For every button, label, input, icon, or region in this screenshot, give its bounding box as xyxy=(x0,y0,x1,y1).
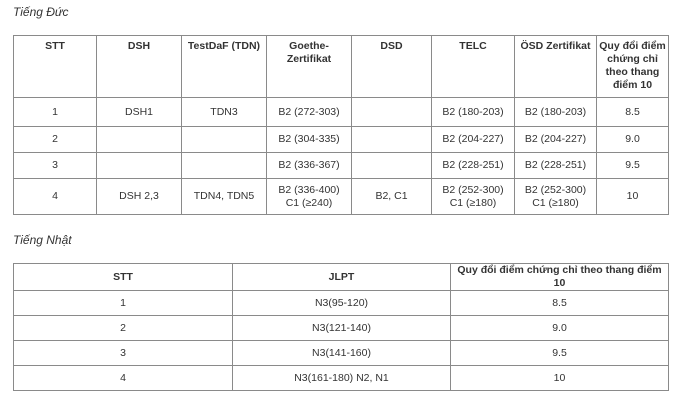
table-cell: 8.5 xyxy=(597,98,669,127)
header-jlpt: JLPT xyxy=(233,264,451,291)
header-goethe: Goethe- Zertifikat xyxy=(267,36,352,98)
table-row xyxy=(14,153,669,179)
table-cell: TDN3 xyxy=(182,98,267,127)
table-cell: 1 xyxy=(14,291,233,316)
japanese-header-row xyxy=(14,264,669,291)
table-cell: 10 xyxy=(451,366,669,391)
table-cell: B2 (180-203) xyxy=(432,98,515,127)
japanese-section-title: Tiếng Nhật xyxy=(13,233,72,247)
table-cell xyxy=(352,127,432,153)
table-cell: B2 (204-227) xyxy=(515,127,597,153)
header-score-conversion: Quy đổi điểm chứng chỉ theo thang điểm 10 xyxy=(451,264,669,291)
table-row xyxy=(14,98,669,127)
table-cell: TDN4, TDN5 xyxy=(182,179,267,215)
table-cell: B2, C1 xyxy=(352,179,432,215)
table-cell xyxy=(182,127,267,153)
table-cell: B2 (336-367) xyxy=(267,153,352,179)
table-cell: 9.0 xyxy=(451,316,669,341)
header-telc: TELC xyxy=(432,36,515,98)
table-cell: 4 xyxy=(14,179,97,215)
table-row xyxy=(14,341,669,366)
header-dsd: DSD xyxy=(352,36,432,98)
table-cell: B2 (252-300) C1 (≥180) xyxy=(432,179,515,215)
japanese-certificate-table xyxy=(13,263,669,391)
table-cell: 3 xyxy=(14,341,233,366)
header-osd: ÖSD Zertifikat xyxy=(515,36,597,98)
table-cell: N3(121-140) xyxy=(233,316,451,341)
table-cell xyxy=(352,153,432,179)
german-certificate-table xyxy=(13,35,669,215)
table-cell: 2 xyxy=(14,316,233,341)
table-row xyxy=(14,366,669,391)
table-cell: B2 (336-400) C1 (≥240) xyxy=(267,179,352,215)
table-cell: DSH1 xyxy=(97,98,182,127)
table-cell: N3(161-180) N2, N1 xyxy=(233,366,451,391)
table-cell: 8.5 xyxy=(451,291,669,316)
header-stt: STT xyxy=(14,264,233,291)
table-row xyxy=(14,291,669,316)
table-cell: N3(95-120) xyxy=(233,291,451,316)
table-cell: 1 xyxy=(14,98,97,127)
table-cell: 3 xyxy=(14,153,97,179)
table-cell: 9.0 xyxy=(597,127,669,153)
german-header-row xyxy=(14,36,669,98)
table-cell: 10 xyxy=(597,179,669,215)
table-cell: 4 xyxy=(14,366,233,391)
header-stt: STT xyxy=(14,36,97,98)
table-cell xyxy=(97,153,182,179)
table-cell: 9.5 xyxy=(597,153,669,179)
table-cell: B2 (304-335) xyxy=(267,127,352,153)
table-cell: 2 xyxy=(14,127,97,153)
table-cell: DSH 2,3 xyxy=(97,179,182,215)
table-cell xyxy=(352,98,432,127)
table-row xyxy=(14,316,669,341)
table-cell: N3(141-160) xyxy=(233,341,451,366)
header-testdaf: TestDaF (TDN) xyxy=(182,36,267,98)
table-cell: B2 (272-303) xyxy=(267,98,352,127)
header-dsh: DSH xyxy=(97,36,182,98)
table-cell: 9.5 xyxy=(451,341,669,366)
table-row xyxy=(14,127,669,153)
table-cell: B2 (228-251) xyxy=(432,153,515,179)
table-cell xyxy=(182,153,267,179)
table-cell: B2 (252-300) C1 (≥180) xyxy=(515,179,597,215)
header-score-conversion: Quy đổi điểm chứng chỉ theo thang điểm 10 xyxy=(597,36,669,98)
german-section-title: Tiếng Đức xyxy=(13,5,69,19)
table-cell: B2 (204-227) xyxy=(432,127,515,153)
table-cell: B2 (228-251) xyxy=(515,153,597,179)
table-cell xyxy=(97,127,182,153)
table-row xyxy=(14,179,669,215)
table-cell: B2 (180-203) xyxy=(515,98,597,127)
